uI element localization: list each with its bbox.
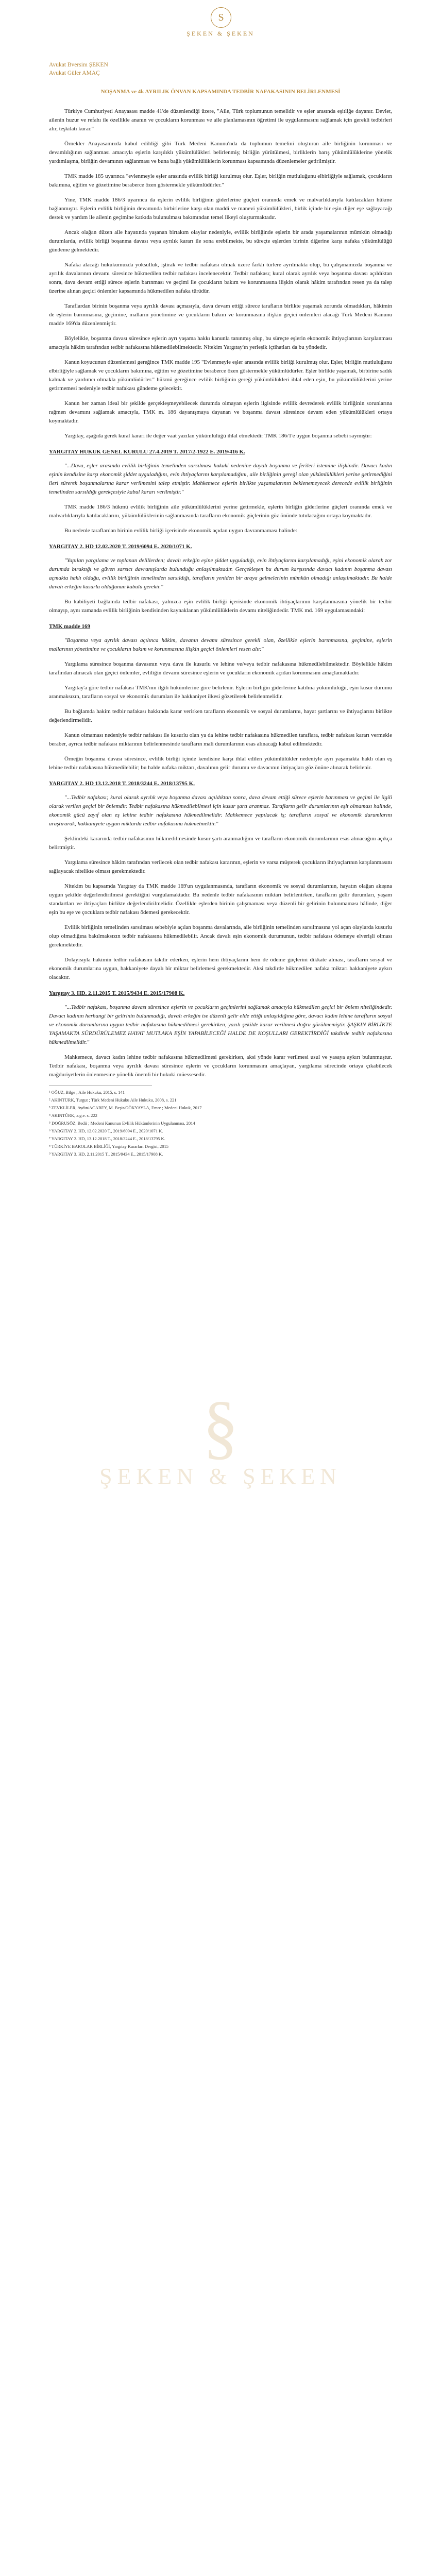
case-heading: YARGITAY 2. HD 13.12.2018 T. 2018/3244 E. 2018/13795 K. <box>49 781 195 787</box>
article-body <box>49 61 392 1159</box>
paragraph: Bu kabiliyeti bağlamda tedbir nafakası, yalnızca eşin evlilik birliği içerisinde ekonomik ihtiyaçlarının karşılanmasına yönelik bir tedbir olmayıp, aynı zamanda evlilik birliğinin kendisinden kaynaklanan yükümlülüklerin devamı niteliğindedir. TMK md. 169 uygulamasındaki: <box>49 599 392 614</box>
footnote: ⁷ YARGITAY 2. HD, 13.12.2018 T., 2018/3244 E., 2018/13795 K. <box>49 1136 165 1141</box>
paragraph: Bu bağlamda hakim tedbir nafakası hakkında karar verirken tarafların ekonomik ve sosyal durumlarını, hayat şartlarını ve ihtiyaçlarını birlikte değerlendirmelidir. <box>49 708 392 723</box>
case-heading: YARGITAY 2. HD 12.02.2020 T. 2019/6094 E. 2020/1071 K. <box>49 544 192 550</box>
firm-logo-icon: S <box>211 7 231 28</box>
paragraph: Evlilik birliğinin temelinden sarsılması sebebiyle açılan boşanma davalarında, aile birliğinin temelinden sarsılmasına yol açan olaylarda kusurlu olup olmadığına bakılmaksızın tedbir nafakasına hükmedilebilir. Ancak davalı eşin ekonomik durumunun, tedbir nafakası ödemeye elverişli olması gerekmektedir. <box>49 924 392 948</box>
paragraph: Şeklindeki kararında tedbir nafakasının hükmedilmesinde kusur şartı aranmadığını ve tarafların ekonomik durumlarının esas alınacağını açıkça belirtmiştir. <box>49 836 392 851</box>
paragraph: Nafaka alacağı hukukumuzda yoksulluk, iştirak ve tedbir nafakası olmak üzere farklı türlere ayrılmakta olup, bu çalışmamızda boşanma ve ayrılık davalarının devamı süresince hükmedilen tedbir nafakası incelenecektir. Tedbir nafakası; kural olarak ayrılık veya boşanma davası açıldıktan sonra, dava devam ettiği sürece eşlerin barınması ve geçimi ile çocukların bakım ve korunmasına ilişkin olarak hâkim tarafından resen ya da talep üzerine alınan geçici önlemler kapsamında hükmedilen nafaka türüdür. <box>49 262 392 294</box>
paragraph: Yargıtay, aşağıda gerek kural kararı ile değer vaat yazılan yükümlülüğü ihlal etmektedir TMK 186/1'e uygun boşanma sebebi saymıştır: <box>64 433 372 439</box>
paragraph: TMK madde 186/3 hükmü evlilik birliğinin aile yükümlülüklerini yerine getirmekle, eşlerin birliğin giderlerine güçleri oranında emek ve malvarlıklarıyla katılacaklarını, yükümlülüklerinin sağlanmasında tarafların ekonomik güçlerinin göz önünde tutulacağını ortaya koymaktadır. <box>49 504 392 519</box>
case-quote: "Yapılan yargılama ve toplanan delillerden; davalı erkeğin eşine şiddet uyguladığı, evin ihtiyaçlarını karşılamadığı, eşini ekonomik olarak zor durumda bıraktığı ve güven sarsıcı davranışlarda bulunduğu anlaşılmaktadır. Gerçekleşen bu durum karşısında davacı kadının boşanma davası açmakta haklı olduğu, evlilik birliğinin temelinden sarsıldığı, tarafların yeniden bir araya gelmelerinin mümkün olmadığı anlaşılmaktadır. Bu halde davalı erkeğin kusurlu olduğunun kabulü gerekir." <box>49 557 392 590</box>
footnote: ⁸ TÜRKİYE BAROLAR BİRLİĞİ, Yargıtay Kararları Dergisi, 2015 <box>49 1144 168 1149</box>
case-heading: Yargıtay 3. HD. 2.11.2015 T. 2015/9434 E. 2015/17908 K. <box>49 990 185 996</box>
footnote: ⁴ AKINTÜRK, a.g.e. s. 222 <box>49 1113 97 1118</box>
article-title: NOŞANMA ve 4k AYRILIK ÖNVAN KAPSAMINDA TEDBİR NAFAKASININ BELİRLENMESİ <box>100 89 341 95</box>
paragraph: Kanun olmaması nedeniyle tedbir nafakası ile kusurlu olan ya da lehine tedbir nafakasına hükmedilen taraflara, tedbir nafakası kararı vermekle beraber, ayrıca tedbir nafakası miktarının belirlenmesinde tarafların mali durumlarının esas alınacağı kabul edilmektedir. <box>49 732 392 747</box>
paragraph: Taraflardan birinin boşanma veya ayrılık davası açmasıyla, dava devam ettiği sürece tarafların birlikte yaşamak zorunda olmadıkları, hâkimin de eşlerin barınmasına, geçimine, malların yönetimine ve çocukların bakım ve korunmasına ilişkin geçici önlemleri alacağı Türk Medeni Kanunu madde 169'da düzenlenmiştir. <box>49 303 392 327</box>
watermark-seal-icon: § <box>202 1387 239 1467</box>
paragraph: Yargılama süresince boşanma davasının veya dava ile kusurlu ve lehine ve/veya tedbir nafakasına hükmedilebilmektedir. Böylelikle hâkim tarafından alınacak olan geçici önlemler, evliliğin devamı süresince eşlerin ve çocukların ekonomik açıdan korunmasını amaçlamaktadır. <box>49 661 392 676</box>
paragraph: Örnekler Anayasamızda kabul edildiği gibi Türk Medeni Kanunu'nda da toplumun temelini oluşturan aile birliğinin korunması ve devamlılığının sağlanması amacıyla eşlerin karşılıklı yükümlülükleri belirlenmiş; birliğin yürütülmesi, birliklerin barış yükümlülüklerine yönelik yardımlaşma, birliğin devamının sağlanması ve buna bağlı yükümlülüklerin korunması kapsamında düzenlemeler getirilmiştir. <box>49 141 392 164</box>
footnote: ⁵ DOĞRUSÖZ, Bedii ; Medeni Kanunun Evlilik Hükümlerinin Uygulanması, 2014 <box>49 1121 195 1126</box>
case-quote: "...Tedbir nafakası; kural olarak ayrılık veya boşanma davası açıldıktan sonra, dava devam ettiği sürece eşlerin barınması ve geçimi ile ilgili olarak verilen geçici bir önlemdir. Tedbir nafakasına hükmedilebilmesi için kusur şartı aranmaz. Tarafların gelir durumlarının eşit olmaması halinde, ekonomik gücü zayıf olan eş lehine tedbir nafakasına hükmedilmelidir. Mahkemece yapılacak iş; tarafların sosyal ve ekonomik durumlarını araştırarak, hakkaniyete uygun miktarda tedbir nafakasına hükmetmektir." <box>49 794 392 827</box>
paragraph: Yargılama süresince hâkim tarafından verilecek olan tedbir nafakası kararının, eşlerin ve varsa müşterek çocukların ihtiyaçlarının karşılanmasını sağlayacak nitelikte olması gerekmektedir. <box>49 859 392 874</box>
case-heading: TMK madde 169 <box>49 623 91 630</box>
case-quote: "Boşanma veya ayrılık davası açılınca hâkim, davanın devamı süresince gerekli olan, özellikle eşlerin barınmasına, geçimine, eşlerin mallarının yönetimine ve çocukların bakım ve korunmasına ilişkin geçici önlemleri resen alır." <box>49 637 392 652</box>
paragraph: Kanun her zaman ideal bir şekilde gerçekleşmeyebilecek durumda olmayan eşlerin ilgisinde evlilik devrederek evlilik birliğinin sorunlarına rağmen devamını sağlamak amacıyla, TMK m. 186 dayanışmaya dayanan ve boşanma davası süresince devam eden yükümlülükleri ortaya koymaktadır. <box>49 400 392 424</box>
author-name: Avukat Bversim ŞEKEN <box>49 62 108 68</box>
paragraph: Bu nedenle taraflardan birinin evlilik birliği içerisinde ekonomik açıdan uygun davranmaması halinde: <box>64 528 297 534</box>
author-name: Avukat Güler AMAÇ <box>49 70 100 76</box>
footnotes <box>49 1089 392 1157</box>
paragraph: Kanun koyucunun düzenlemesi gereğince TMK madde 195 "Evlenmeyle eşler arasında evlilik birliği kurulmuş olur. Eşler, birliğin mutluluğunu elbirliğiyle sağlamak ve çocukların bakımına, eğitim ve gözetimine beraberce özen göstermekle yükümlüdürler. Eşler birlikte yaşamak, birbirine sadık kalmak ve yardımcı olmakla yükümlüdürler." hükmü gereğince evlilik birliğinin gereği yükümlülükleri ihlal eden eşin, bu yükümlülüklerini yerine getirmemesi nedeniyle tedbir nafakası gündeme gelecektir. <box>49 359 392 392</box>
paragraph: Nitekim bu kapsamda Yargıtay da TMK madde 169'un uygulanmasında, tarafların ekonomik ve sosyal durumlarının, hayatın olağan akışına uygun şekilde değerlendirilmesi gerektiğini vurgulamaktadır. Bu nedenle tedbir nafakasının miktarı belirlenirken, tarafların gelir durumları, yaşam standartları ve ihtiyaçları birlikte değerlendirilmelidir. Özellikle eşlerden birinin çalışmaması veya düzenli bir gelirinin bulunmaması hâlinde, diğer eşin bu eşe ve çocuklara tedbir nafakası ödemesi gerekecektir. <box>49 883 392 916</box>
paragraph: Örneğin boşanma davası süresince, evlilik birliği içinde kendisine karşı ihlal edilen yükümlülükler nedeniyle ayrı yaşamakta haklı olan eş lehine tedbir nafakasına hükmedilebilir; bu halde nafaka miktarı, davalının gelir durumu ve davacının ihtiyaçları göz önüne alınarak belirlenir. <box>49 756 392 771</box>
footnote: ² AKINTÜRK, Turgut ; Türk Medeni Hukuku Aile Hukuku, 2008, s. 221 <box>49 1097 177 1103</box>
case-heading: YARGITAY HUKUK GENEL KURULU 27.4.2019 T. 2017/2-1922 E. 2019/416 K. <box>49 449 245 455</box>
footnote: ³ ZEVKLİLER, Aydın/ACABEY, M. Beşir/GÖKYAYLA, Emre ; Medeni Hukuk, 2017 <box>49 1105 202 1110</box>
paragraph: Türkiye Cumhuriyeti Anayasası madde 41'de düzenlendiği üzere, "Aile, Türk toplumunun temelidir ve eşler arasında eşitliğe dayanır. Devlet, ailenin huzur ve refahı ile özellikle ananın ve çocukların korunması ve aile planlamasının öğretimi ile uygulanmasını sağlamak için gerekli tedbirleri alır, teşkilatı kurar." <box>49 108 392 132</box>
footnote: ⁹ YARGITAY 3. HD, 2.11.2015 T., 2015/9434 E., 2015/17908 K. <box>49 1151 163 1157</box>
watermark-text: ŞEKEN & ŞEKEN <box>99 1464 342 1489</box>
paragraph: Ancak olağan düzen aile hayatında yaşanan birtakım olaylar nedeniyle, evlilik birliğinde eşlerin bir arada yaşamalarının mümkün olmadığı durumlarda, evlilik birliği boşanma davası veya ayrılık kararı ile sona erebilmekte, bu süreçte eşlerden birinin diğerine karşı nafaka yükümlülüğü gündeme gelmektedir. <box>49 229 392 253</box>
paragraph: Mahkemece, davacı kadın lehine tedbir nafakasına hükmedilmesi gerekirken, aksi yönde karar verilmesi usul ve yasaya aykırı bulunmuştur. Tedbir nafakası, boşanma veya ayrılık davası süresince eşlerin ve çocukların korunmasını amaçlayan, yargılama sürecinde ortaya çıkabilecek mağduriyetlerin önlenmesine yönelik önemli bir hukuki müessesedir. <box>49 1054 392 1078</box>
article-sections <box>49 107 392 1079</box>
firm-logo-text: ŞEKEN & ŞEKEN <box>186 30 255 37</box>
case-quote: "...Dava, eşler arasında evlilik birliğinin temelinden sarsılması hukuki nedenine dayalı boşanma ve ferîleri istemine ilişkindir. Davacı kadın eşinin kendisine karşı ekonomik şiddet uyguladığını, evin ihtiyaçlarını karşılamadığını, aile birliğinin gereği olan yükümlülükleri yerine getirmediğini ileri sürerek boşanmalarına karar verilmesini talep etmiştir. Mahkemece eşlerin birlikte yaşamalarının beklenemeyecek derecede evlilik birliğinin temelinden sarsıldığı gerekçesiyle kabul kararı verilmiştir." <box>49 463 392 495</box>
footnote: ¹ OĞUZ, Bilge ; Aile Hukuku, 2015, s. 141 <box>49 1090 125 1095</box>
paragraph: Böylelikle, boşanma davası süresince eşlerin ayrı yaşama hakkı kanunla tanınmış olup, bu süreçte eşlerin ekonomik ihtiyaçlarının karşılanması amacıyla hâkim tarafından tedbir nafakasına hükmedilebilmektedir. Nitekim Yargıtay'ın yerleşik içtihatları da bu yöndedir. <box>49 335 392 350</box>
paragraph: Yargıtay'a göre tedbir nafakası TMK'nın ilgili hükümlerine göre belirlenir. Eşlerin birliğin giderlerine katılma yükümlülüğü, eşin kusur durumu aranmaksızın, tarafların sosyal ve ekonomik durumları ile hakkaniyet ilkesi gözetilerek belirlenmelidir. <box>49 685 392 700</box>
paragraph: Dolayısıyla hakimin tedbir nafakasını takdir ederken, eşlerin hem ihtiyaçlarını hem de ödeme güçlerini dikkate alması, tarafların sosyal ve ekonomik durumlarına uygun, hakkaniyete dayalı bir miktar belirlemesi gerekmektedir. Aksi takdirde hükmedilen nafaka miktarı hakkaniyete aykırı olacaktır. <box>49 957 392 980</box>
paragraph: Yine, TMK madde 186/3 uyarınca da eşlerin evlilik birliğinin giderlerine güçleri oranında emek ve malvarlıklarıyla katılacakları hükme bağlanmıştır. Eşlerin evlilik birliğinin devamında birbirlerine karşı olan maddi ve manevi yükümlülükleri, birlik içinde bir eşin diğer eşe sağlayacağı destek ve yardım ile ailenin geçimine katkıda bulunulması bakımından temel ilkeyi oluşturmaktadır. <box>49 197 392 221</box>
case-quote: "...Tedbir nafakası, boşanma davası süresince eşlerin ve çocukların geçimlerini sağlamak amacıyla hükmedilen geçici bir önlem niteliğindedir. Davacı kadının herhangi bir gelirinin bulunmadığı, davalı erkeğin ise düzenli gelir elde ettiği anlaşıldığına göre, davacı kadın lehine tarafların sosyal ve ekonomik durumlarına uygun tedbir nafakasına hükmedilmesi gerekirken, yazılı şekilde karar verilmesi doğru görülmemiştir. ŞAŞKIN BİRLİKTE YAŞAMAKTA SÜRDÜRÜLEMEZ HAYAT MUTLAKA EŞİN YAPABİLECEĞİ HALDE DE KOŞULLARI GEREKTİRDİĞİ takdirde tedbir nafakasına hükmedilmelidir." <box>49 1004 392 1045</box>
watermark <box>0 1387 441 1489</box>
paragraph: TMK madde 185 uyarınca "evlenmeyle eşler arasında evlilik birliği kurulmuş olur. Eşler, birliğin mutluluğunu elbirliğiyle sağlamak, çocukların bakımına, eğitim ve gözetimine beraberce özen göstermekle yükümlüdürler." <box>49 173 392 188</box>
footnote: ⁶ YARGITAY 2. HD, 12.02.2020 T., 2019/6094 E., 2020/1071 K. <box>49 1128 163 1133</box>
